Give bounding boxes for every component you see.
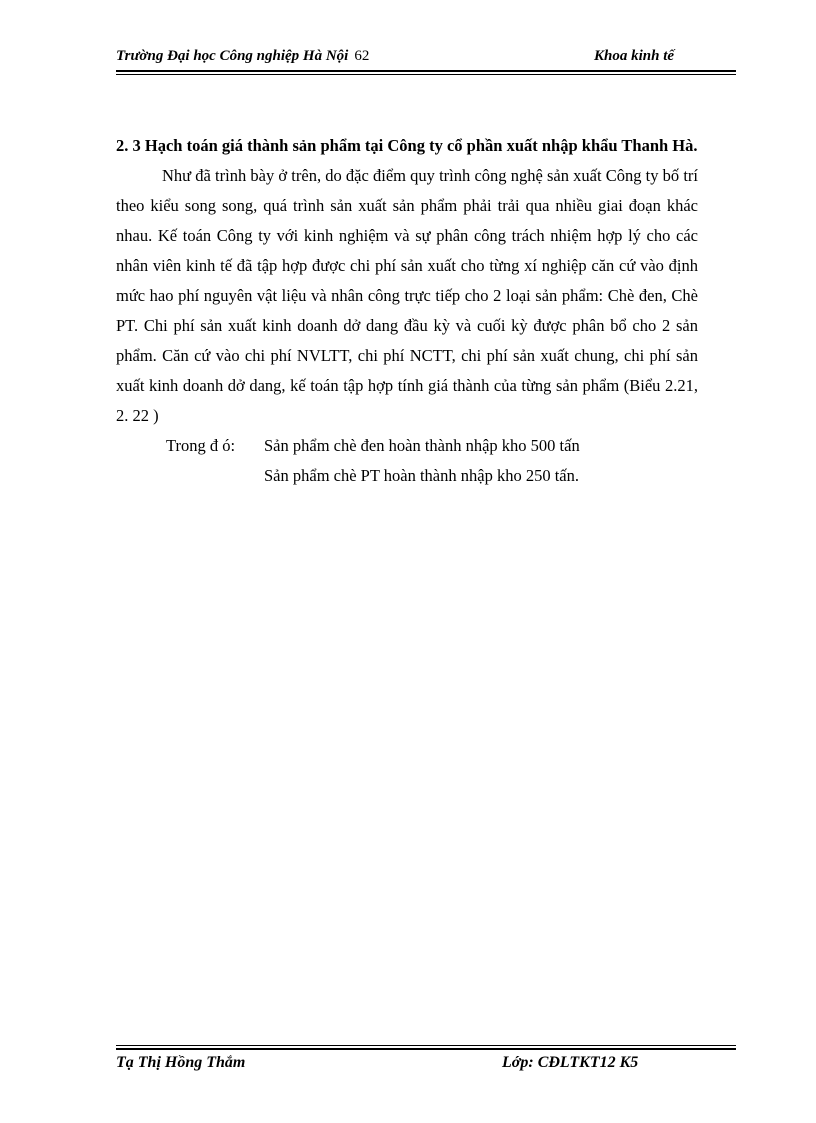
note-line-2: Sản phẩm chè PT hoàn thành nhập kho 250 tấn. <box>264 466 579 485</box>
header-rule-thin <box>116 74 736 75</box>
note-line-1: Sản phẩm chè đen hoàn thành nhập kho 500 tấn <box>264 436 580 455</box>
header-faculty: Khoa kinh tế <box>594 48 675 64</box>
header-rule-thick <box>116 70 736 72</box>
header-school-name: Trường Đại học Công nghiệp Hà Nội <box>116 48 349 64</box>
section-title: 2. 3 Hạch toán giá thành sản phẩm tại Công ty cổ phần xuất nhập khẩu Thanh Hà. <box>116 136 698 155</box>
footer-author: Tạ Thị Hồng Thắm <box>116 1054 246 1071</box>
page-content <box>116 131 698 491</box>
page-header <box>116 48 736 70</box>
page-number: 62 <box>354 48 370 64</box>
footer-class: Lớp: CĐLTKT12 K5 <box>502 1054 639 1071</box>
body-paragraph: Như đã trình bày ở trên, do đặc điểm quy trình công nghệ sản xuất Công ty bố trí theo kiểu song song, quá trình sản xuất sản phẩm phải trải qua nhiều giai đoạn khác nhau. Kế toán Công ty với kinh nghiệm và sự phân công trách nhiệm hợp lý cho các nhân viên kinh tế đã tập hợp được chi phí sản xuất cho từng xí nghiệp căn cứ vào định mức hao phí nguyên vật liệu và nhân công trực tiếp cho 2 loại sản phẩm: Chè đen, Chè PT. Chi phí sản xuất kinh doanh dở dang đầu kỳ và cuối kỳ được phân bổ cho 2 sản phẩm. Căn cứ vào chi phí NVLTT, chi phí NCTT, chi phí sản xuất chung, chi phí sản xuất kinh doanh dở dang, kế toán tập hợp tính giá thành của từng sản phẩm (Biểu 2.21, 2. 22 ) <box>116 166 698 425</box>
note-label: Trong đ ó: <box>166 436 236 455</box>
footer-rule-thick <box>116 1048 736 1050</box>
page-footer <box>116 1054 736 1076</box>
footer-rule-thin <box>116 1045 736 1046</box>
note-row-1 <box>116 431 698 461</box>
header-school <box>116 48 369 65</box>
note-row-2 <box>116 461 698 491</box>
